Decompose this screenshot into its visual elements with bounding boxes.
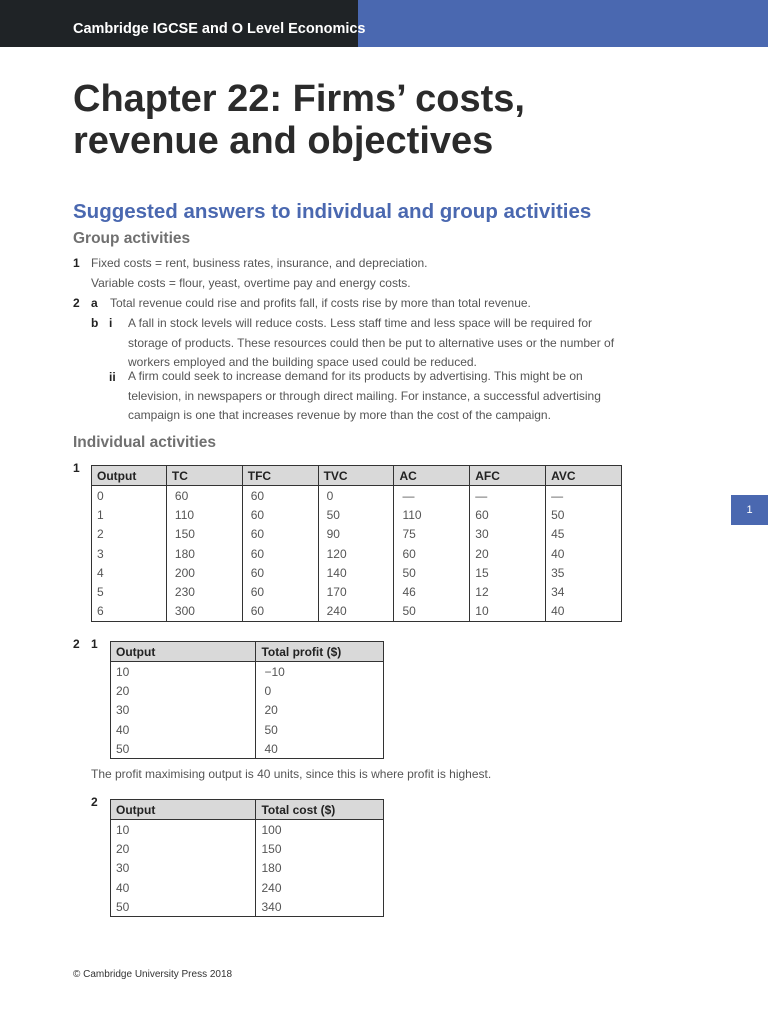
table-cell: 180	[256, 859, 384, 878]
group-q2bi-text: A fall in stock levels will reduce costs. Less staff time and less space will be required for storage of products. These resources could then be put to alternative uses or the number of workers employed and the building space used could be reduced.	[128, 316, 615, 369]
column-header: Output	[92, 466, 167, 486]
column-header: Total cost ($)	[256, 800, 384, 820]
column-header: TC	[166, 466, 242, 486]
table-cell: 75	[394, 525, 470, 544]
table-cell: 60	[242, 602, 318, 622]
copyright-footer: © Cambridge University Press 2018	[73, 969, 233, 980]
column-header: Output	[111, 800, 256, 820]
table-header-row	[111, 642, 384, 662]
table-cell: 3	[92, 544, 167, 563]
table-cell: 20	[111, 681, 256, 700]
table-cell: 60	[242, 486, 318, 506]
table-row	[111, 739, 384, 759]
table-cell: 60	[394, 544, 470, 563]
table-cell: 50	[394, 563, 470, 582]
header-accent-bar	[358, 0, 768, 47]
table-cell: 10	[111, 662, 256, 682]
table-cell: 40	[111, 720, 256, 739]
table-row	[111, 859, 384, 878]
table-row	[111, 662, 384, 682]
table-cell: 10	[111, 820, 256, 840]
table-cell: 110	[166, 505, 242, 524]
table-cell: 15	[470, 563, 546, 582]
table-row	[111, 820, 384, 840]
group-q2b-label: b	[91, 316, 99, 330]
table-cell: 230	[166, 582, 242, 601]
table-cell: 150	[256, 839, 384, 858]
table-header-row	[111, 800, 384, 820]
table-row	[92, 602, 622, 622]
table-cell: 50	[111, 739, 256, 759]
table-cell: 60	[242, 505, 318, 524]
table-cell: 240	[256, 878, 384, 897]
table-cell: 30	[470, 525, 546, 544]
individual-q1-number: 1	[73, 461, 80, 475]
table-cell: 6	[92, 602, 167, 622]
individual-q2-number: 2	[73, 637, 80, 651]
table-row	[92, 505, 622, 524]
table-cell: 20	[111, 839, 256, 858]
total-cost-table	[110, 799, 384, 917]
profit-note: The profit maximising output is 40 units, since this is where profit is highest.	[91, 767, 492, 781]
group-q2bii-label: ii	[109, 370, 116, 384]
table-cell: 60	[242, 544, 318, 563]
group-q2a-text: Total revenue could rise and profits fall, if costs rise by more than total revenue.	[110, 296, 531, 310]
column-header: Total profit ($)	[256, 642, 384, 662]
table-cell: 200	[166, 563, 242, 582]
group-q2-number: 2	[73, 296, 80, 310]
table-cell: 110	[394, 505, 470, 524]
table-row	[111, 897, 384, 917]
table-cell: 20	[470, 544, 546, 563]
column-header: Output	[111, 642, 256, 662]
book-title: Cambridge IGCSE and O Level Economics	[73, 21, 366, 37]
table-cell: 0	[256, 681, 384, 700]
table-row	[111, 701, 384, 720]
table-cell: 60	[242, 525, 318, 544]
table-row	[92, 525, 622, 544]
table-cell: 50	[318, 505, 394, 524]
individual-activities-heading: Individual activities	[73, 434, 216, 451]
table-header-row	[92, 466, 622, 486]
table-cell: 34	[546, 582, 622, 601]
table-cell: 40	[256, 739, 384, 759]
table-cell: 0	[318, 486, 394, 506]
group-q1-fixed-costs: Fixed costs = rent, business rates, insurance, and depreciation.	[91, 256, 428, 270]
table-row	[111, 681, 384, 700]
table-cell: 90	[318, 525, 394, 544]
group-q1-number: 1	[73, 256, 80, 270]
table-cell: 240	[318, 602, 394, 622]
page-number-tab: 1	[731, 495, 768, 525]
table-cell: 180	[166, 544, 242, 563]
column-header: AFC	[470, 466, 546, 486]
chapter-title: Chapter 22: Firms’ costs, revenue and objectives	[73, 78, 525, 162]
group-q2a-label: a	[91, 296, 98, 310]
table-row	[92, 563, 622, 582]
table-cell: 10	[470, 602, 546, 622]
table-cell: 140	[318, 563, 394, 582]
table-cell: 46	[394, 582, 470, 601]
table-cell: 60	[470, 505, 546, 524]
table-cell: 2	[92, 525, 167, 544]
table-row	[92, 486, 622, 506]
table-cell: 60	[242, 563, 318, 582]
table-row	[111, 720, 384, 739]
table-cell: 30	[111, 859, 256, 878]
table-cell: 150	[166, 525, 242, 544]
individual-q2-part1-number: 1	[91, 637, 98, 651]
table-cell: —	[470, 486, 546, 506]
table-cell: 50	[394, 602, 470, 622]
column-header: TVC	[318, 466, 394, 486]
individual-q2-part2-number: 2	[91, 795, 98, 809]
cost-table	[91, 465, 622, 622]
table-cell: 300	[166, 602, 242, 622]
table-cell: 170	[318, 582, 394, 601]
table-cell: 60	[242, 582, 318, 601]
table-cell: 50	[256, 720, 384, 739]
group-activities-heading: Group activities	[73, 230, 191, 247]
group-q1-variable-costs: Variable costs = flour, yeast, overtime pay and energy costs.	[91, 276, 411, 290]
table-cell: 50	[111, 897, 256, 917]
table-cell: 40	[546, 602, 622, 622]
table-cell: 1	[92, 505, 167, 524]
table-cell: 100	[256, 820, 384, 840]
table-row	[111, 839, 384, 858]
column-header: AC	[394, 466, 470, 486]
table-cell: −10	[256, 662, 384, 682]
table-cell: 340	[256, 897, 384, 917]
table-cell: 60	[166, 486, 242, 506]
table-cell: 40	[111, 878, 256, 897]
table-cell: 30	[111, 701, 256, 720]
table-cell: —	[546, 486, 622, 506]
table-cell: 50	[546, 505, 622, 524]
column-header: AVC	[546, 466, 622, 486]
group-q2bi-label: i	[109, 316, 113, 330]
table-row	[92, 544, 622, 563]
table-cell: 4	[92, 563, 167, 582]
table-cell: 120	[318, 544, 394, 563]
table-row	[92, 582, 622, 601]
profit-table	[110, 641, 384, 759]
table-cell: 20	[256, 701, 384, 720]
table-cell: 0	[92, 486, 167, 506]
group-q2bii-text: A firm could seek to increase demand for its products by advertising. This might be on television, in newspapers or through direct mailing. For instance, a successful advertising campaign is one that increases revenue by more than the cost of the campaign.	[128, 369, 601, 422]
table-cell: 35	[546, 563, 622, 582]
section-title: Suggested answers to individual and group activities	[73, 200, 592, 223]
table-cell: —	[394, 486, 470, 506]
table-cell: 45	[546, 525, 622, 544]
column-header: TFC	[242, 466, 318, 486]
table-cell: 12	[470, 582, 546, 601]
table-cell: 40	[546, 544, 622, 563]
table-cell: 5	[92, 582, 167, 601]
table-row	[111, 878, 384, 897]
